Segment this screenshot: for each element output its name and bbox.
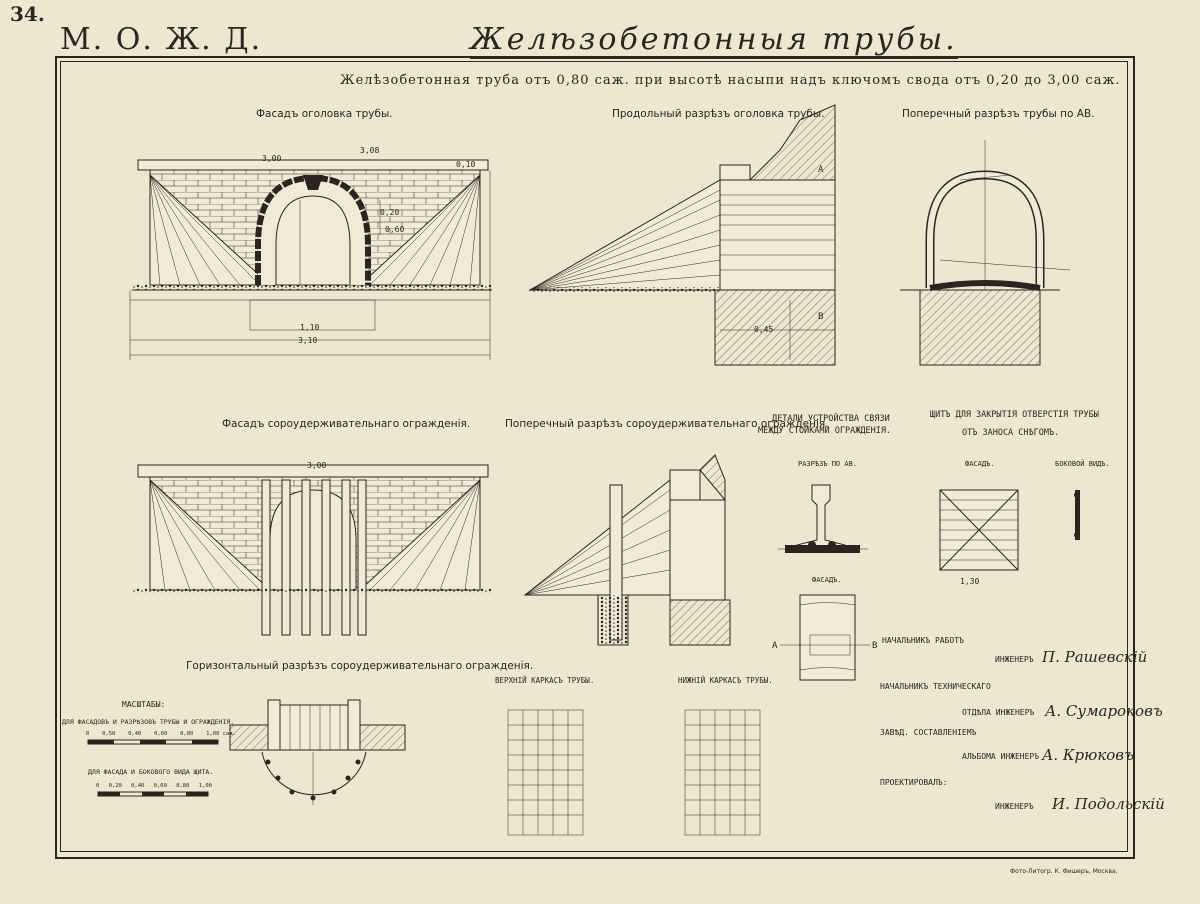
dim-020: 0,20 xyxy=(380,208,400,217)
page-title: Желѣзобетонныя трубы. xyxy=(470,22,958,57)
upper-frame-grid xyxy=(508,710,583,835)
dim-060: 0,60 xyxy=(385,225,405,234)
caption-section-ab: РАЗРѢЗЪ ПО АВ. xyxy=(798,460,858,468)
dim-045: 0,45 xyxy=(754,325,774,334)
horizontal-section-drawing xyxy=(230,700,405,805)
sheet-subtitle: Желѣзобетонная труба отъ 0,80 саж. при высотѣ насыпи надъ ключомъ свода отъ 0,20 до 3,00 саж. xyxy=(340,73,1121,88)
label-a-detail: А xyxy=(772,641,778,651)
cross-section-ab-drawing xyxy=(900,140,1070,365)
caption-cross-section-ab: Поперечный разрѣзъ трубы по АВ. xyxy=(902,108,1095,120)
printer-footer: Фото-Литогр. К. Фишеръ, Москва. xyxy=(1010,868,1118,875)
dim-130: 1,30 xyxy=(960,577,980,586)
signature-4-name: И. Подольскій xyxy=(1052,795,1165,813)
scale-2-tick: 0,20 xyxy=(108,783,122,789)
scales-line-1: ДЛЯ ФАСАДОВЪ И РАЗРѢЗОВЪ ТРУБЫ И ОГРАЖДЕНІЯ. xyxy=(62,718,235,726)
caption-facade-head: Фасадъ оголовка трубы. xyxy=(256,108,393,120)
scale-2-tick: 1,00 xyxy=(198,783,212,789)
caption-shield-1: ЩИТЪ ДЛЯ ЗАКРЫТІЯ ОТВЕРСТІЯ ТРУБЫ xyxy=(930,410,1099,420)
caption-side-view: БОКОВОЙ ВИДЪ. xyxy=(1055,460,1110,468)
caption-shield-2: ОТЪ ЗАНОСА СНѢГОМЪ. xyxy=(962,428,1060,438)
scale-2-tick: 0,60 xyxy=(153,783,167,789)
long-section-drawing xyxy=(530,105,835,365)
dim-010: 0,10 xyxy=(456,160,476,169)
lower-frame-grid xyxy=(685,710,760,835)
signature-1-role: НАЧАЛЬНИКЪ РАБОТЪ xyxy=(882,636,964,645)
scale-2-tick: 0 xyxy=(96,783,100,789)
signature-1-title: ИНЖЕНЕРЪ xyxy=(995,655,1034,664)
scale-2-tick: 0,80 xyxy=(176,783,190,789)
label-b: В xyxy=(818,312,824,322)
signature-2-name: А. Сумароковъ xyxy=(1045,702,1163,720)
caption-facade-shield: ФАСАДЪ. xyxy=(965,460,995,468)
page-number: 34. xyxy=(10,2,45,26)
caption-facade-fence: Фасадъ сороудерживательнаго огражденія. xyxy=(222,418,471,430)
scale-1-ticks xyxy=(86,731,236,737)
signature-4-title: ИНЖЕНЕРЪ xyxy=(995,802,1034,811)
scales-title: МАСШТАБЫ: xyxy=(122,700,166,709)
caption-facade-small: ФАСАДЪ. xyxy=(812,576,842,584)
scale-1-tick: 0,80 xyxy=(180,731,194,737)
caption-long-section: Продольный разрѣзъ оголовка трубы. xyxy=(612,108,825,120)
dim-height-110: 1,10 xyxy=(300,323,320,332)
scale-1-tick: 0,40 xyxy=(128,731,142,737)
signature-4-role: ПРОЕКТИРОВАЛЪ: xyxy=(880,778,948,787)
railway-label: М. О. Ж. Д. xyxy=(60,22,263,57)
caption-lower-frame: НИЖНІЙ КАРКАСЪ ТРУБЫ. xyxy=(678,676,773,685)
signature-2-role: НАЧАЛЬНИКЪ ТЕХНИЧЕСКАГО xyxy=(880,682,991,691)
dim-width-308: 3,08 xyxy=(360,146,380,155)
caption-cross-section-fence: Поперечный разрѣзъ сороудерживательнаго огражденія. xyxy=(505,418,829,430)
scale-2-ticks xyxy=(96,783,212,789)
caption-details-1: ДЕТАЛИ УСТРОЙСТВА СВЯЗИ xyxy=(772,414,890,424)
shield-facade-drawing xyxy=(940,490,1080,570)
signature-1-name: П. Рашевскій xyxy=(1042,648,1148,666)
scale-1-tick: 0 xyxy=(86,731,90,737)
scale-1-tick: 0,50 xyxy=(102,731,116,737)
facade-fence-drawing xyxy=(132,465,492,635)
scale-bar-1 xyxy=(88,740,218,744)
caption-upper-frame: ВЕРХНІЙ КАРКАСЪ ТРУБЫ. xyxy=(495,676,595,685)
caption-details-2: МЕЖДУ СТОЙКАМИ ОГРАЖДЕНІЯ. xyxy=(758,426,892,436)
scale-1-tick: 1,00 саж. xyxy=(206,731,236,737)
signature-3-name: А. Крюковъ xyxy=(1042,746,1135,764)
rail-section-drawing xyxy=(778,485,868,553)
label-a: А xyxy=(818,165,824,175)
signature-3-title: АЛЬБОМА ИНЖЕНЕРЪ xyxy=(962,752,1040,761)
dim-width-300: 3,00 xyxy=(262,154,282,163)
signature-2-title: ОТДѢЛА ИНЖЕНЕРЪ xyxy=(962,708,1035,717)
dim-width-310: 3,10 xyxy=(298,336,318,345)
dim-300-fence: 3,00 xyxy=(307,461,327,470)
signature-3-role: ЗАВѢД. СОСТАВЛЕНІЕМЪ xyxy=(880,728,977,737)
scales-line-2: ДЛЯ ФАСАДА И БОКОВОГО ВИДА ЩИТА. xyxy=(88,768,214,776)
label-b-detail: В xyxy=(872,641,878,651)
scale-1-tick: 0,60 xyxy=(154,731,168,737)
connection-facade-drawing xyxy=(780,595,870,680)
cross-section-fence-drawing xyxy=(525,455,730,645)
caption-horizontal-section: Горизонтальный разрѣзъ сороудерживательнаго огражденія. xyxy=(186,660,534,672)
scale-bar-2 xyxy=(98,792,208,796)
scale-2-tick: 0,40 xyxy=(131,783,145,789)
